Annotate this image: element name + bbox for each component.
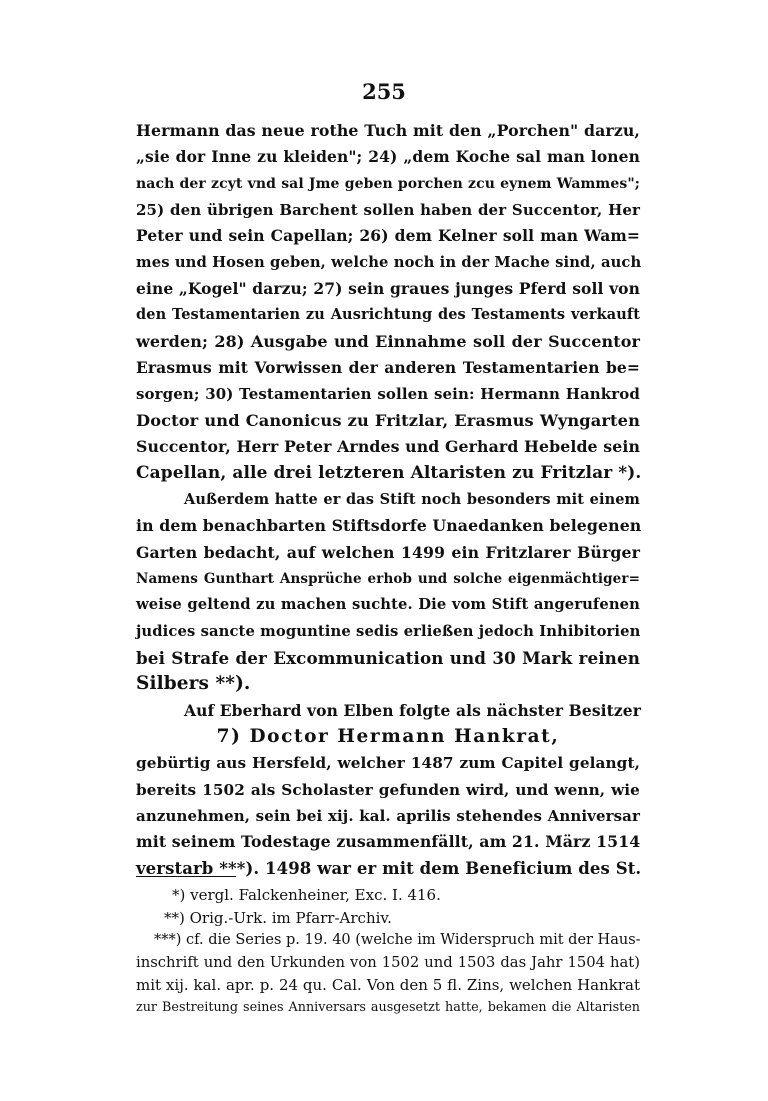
text-line: sorgen; 30) Testamentarien sollen sein: Hermann Hankrod [136,385,640,404]
text-line: „sie dor Inne zu kleiden"; 24) „dem Koche sal man lonen [136,147,640,167]
text-line: judices sancte moguntine sedis erließen jedoch Inhibitorien [136,622,641,640]
text-line: verstarb ***). 1498 war er mit dem Beneficium des St. [136,858,642,878]
text-line: den Testamentarien zu Ausrichtung des Testaments verkauft [136,306,640,324]
text-line: Capellan, alle drei letzteren Altaristen zu Fritzlar *). [136,463,642,484]
text-line: Hermann das neue rothe Tuch mit den „Porchen" darzu, [136,121,640,140]
text-line: werden; 28) Ausgabe und Einnahme soll der Succentor [136,331,640,351]
text-line: bereits 1502 als Scholaster gefunden wird, und wenn, wie [136,780,640,799]
text-line: eine „Kogel" darzu; 27) sein graues junges Pferd soll von [136,279,640,299]
text-line: 25) den übrigen Barchent sollen haben der Succentor, Her [136,201,640,220]
text-line: Silbers **). [136,673,251,695]
text-line: weise geltend zu machen suchte. Die vom Stift angerufenen [136,596,640,614]
page-number: 255 [362,79,406,104]
footnote-separator [136,876,236,877]
text-line: nach der zcyt vnd sal Jme geben porchen zcu eynem Wammes"; [136,175,640,192]
text-line: Peter und sein Capellan; 26) dem Kelner soll man Wam= [136,226,640,246]
main-text [136,118,640,882]
text-line: Erasmus mit Vorwissen der anderen Testamentarien be= [136,358,640,378]
text-line: bei Strafe der Excommunication und 30 Mark reinen [136,647,640,668]
text-line: anzunehmen, sein bei xij. kal. aprilis stehendes Anniversar [136,806,640,825]
text-line: Doctor und Canonicus zu Fritzlar, Erasmus Wyngarten [136,410,640,430]
footnote-line: *) vergl. Falckenheiner, Exc. I. 416. [172,886,441,904]
footnote-line: **) Orig.-Urk. im Pfarr-Archiv. [164,908,392,927]
footnote-line: inschrift und den Urkunden von 1502 und 1503 das Jahr 1504 hat) [136,953,640,971]
footnote-line: zur Bestreitung seines Anniversars ausgesetzt hatte, bekamen die Altaristen [136,999,640,1015]
section-heading: 7) Doctor Hermann Hankrat, [216,725,560,747]
text-line: gebürtig aus Hersfeld, welcher 1487 zum Capitel gelangt, [136,754,640,773]
text-line: Namens Gunthart Ansprüche erhob und solche eigenmächtiger= [136,570,640,587]
footnotes [136,884,640,1020]
text-line: Succentor, Herr Peter Arndes und Gerhard Hebelde sein [136,437,640,457]
text-line: in dem benachbarten Stiftsdorfe Unaedanken belegenen [136,516,642,536]
text-line: Garten bedacht, auf welchen 1499 ein Fritzlarer Bürger [136,542,640,562]
text-line: Auf Eberhard von Elben folgte als nächster Besitzer [184,700,642,720]
footnote-line: ***) cf. die Series p. 19. 40 (welche im Widerspruch mit der Haus- [154,932,641,949]
text-line: Außerdem hatte er das Stift noch besonders mit einem [184,490,640,508]
footnote-line: mit xij. kal. apr. p. 24 qu. Cal. Von den 5 fl. Zins, welchen Hankrat [136,976,640,995]
text-line: mit seinem Todestage zusammenfällt, am 21. März 1514 [136,832,641,852]
text-line: mes und Hosen geben, welche noch in der Mache sind, auch [136,253,642,271]
